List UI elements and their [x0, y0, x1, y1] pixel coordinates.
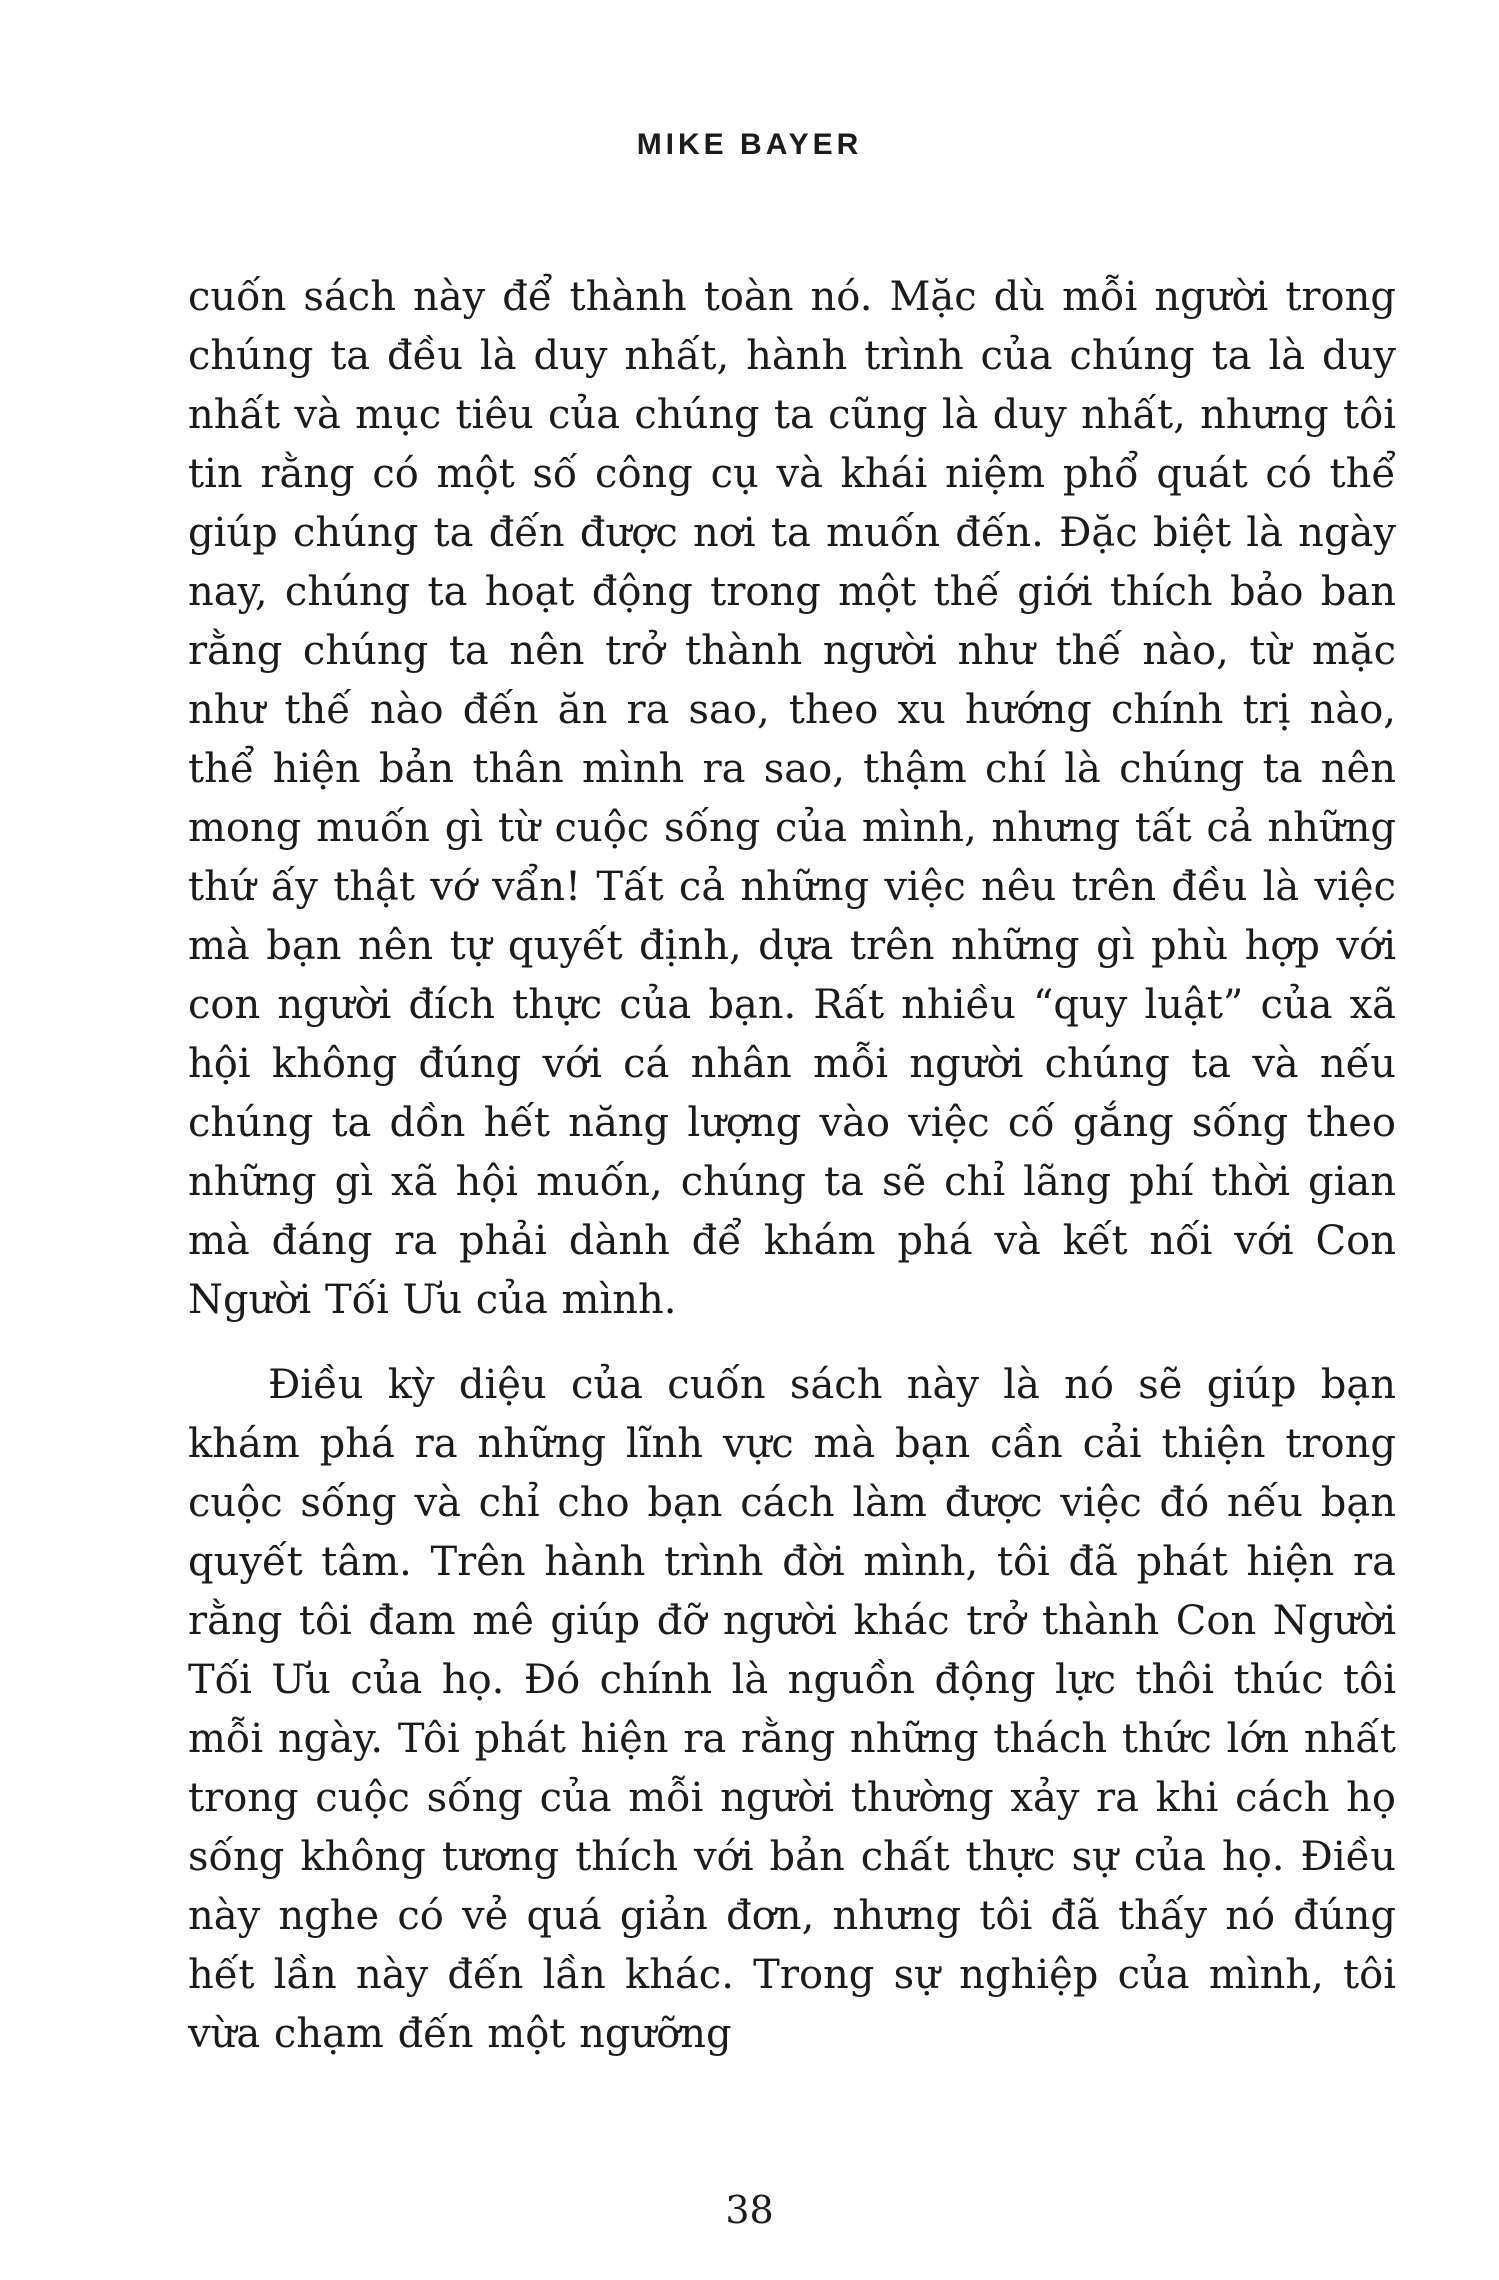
page-number: 38: [725, 2188, 774, 2232]
body-text-block: [188, 268, 1396, 2064]
body-paragraph-1: cuốn sách này để thành toàn nó. Mặc dù mỗi người trong chúng ta đều là duy nhất, hành trình của chúng ta là duy nhất và mục tiêu của chúng ta cũng là duy nhất, nhưng tôi tin rằng có một số công cụ và khái niệm phổ quát có thể giúp chúng ta đến được nơi ta muốn đến. Đặc biệt là ngày nay, chúng ta hoạt động trong một thế giới thích bảo ban rằng chúng ta nên trở thành người như thế nào, từ mặc như thế nào đến ăn ra sao, theo xu hướng chính trị nào, thể hiện bản thân mình ra sao, thậm chí là chúng ta nên mong muốn gì từ cuộc sống của mình, nhưng tất cả những thứ ấy thật vớ vẩn! Tất cả những việc nêu trên đều là việc mà bạn nên tự quyết định, dựa trên những gì phù hợp với con người đích thực của bạn. Rất nhiều “quy luật” của xã hội không đúng với cá nhân mỗi người chúng ta và nếu chúng ta dồn hết năng lượng vào việc cố gắng sống theo những gì xã hội muốn, chúng ta sẽ chỉ lãng phí thời gian mà đáng ra phải dành để khám phá và kết nối với Con Người Tối Ưu của mình.: [188, 274, 1396, 1323]
body-paragraph-2: Điều kỳ diệu của cuốn sách này là nó sẽ giúp bạn khám phá ra những lĩnh vực mà bạn cần cải thiện trong cuộc sống và chỉ cho bạn cách làm được việc đó nếu bạn quyết tâm. Trên hành trình đời mình, tôi đã phát hiện ra rằng tôi đam mê giúp đỡ người khác trở thành Con Người Tối Ưu của họ. Đó chính là nguồn động lực thôi thúc tôi mỗi ngày. Tôi phát hiện ra rằng những thách thức lớn nhất trong cuộc sống của mỗi người thường xảy ra khi cách họ sống không tương thích với bản chất thực sự của họ. Điều này nghe có vẻ quá giản đơn, nhưng tôi đã thấy nó đúng hết lần này đến lần khác. Trong sự nghiệp của mình, tôi vừa chạm đến một ngưỡng: [188, 1362, 1396, 2057]
running-header: MIKE BAYER: [636, 128, 863, 161]
